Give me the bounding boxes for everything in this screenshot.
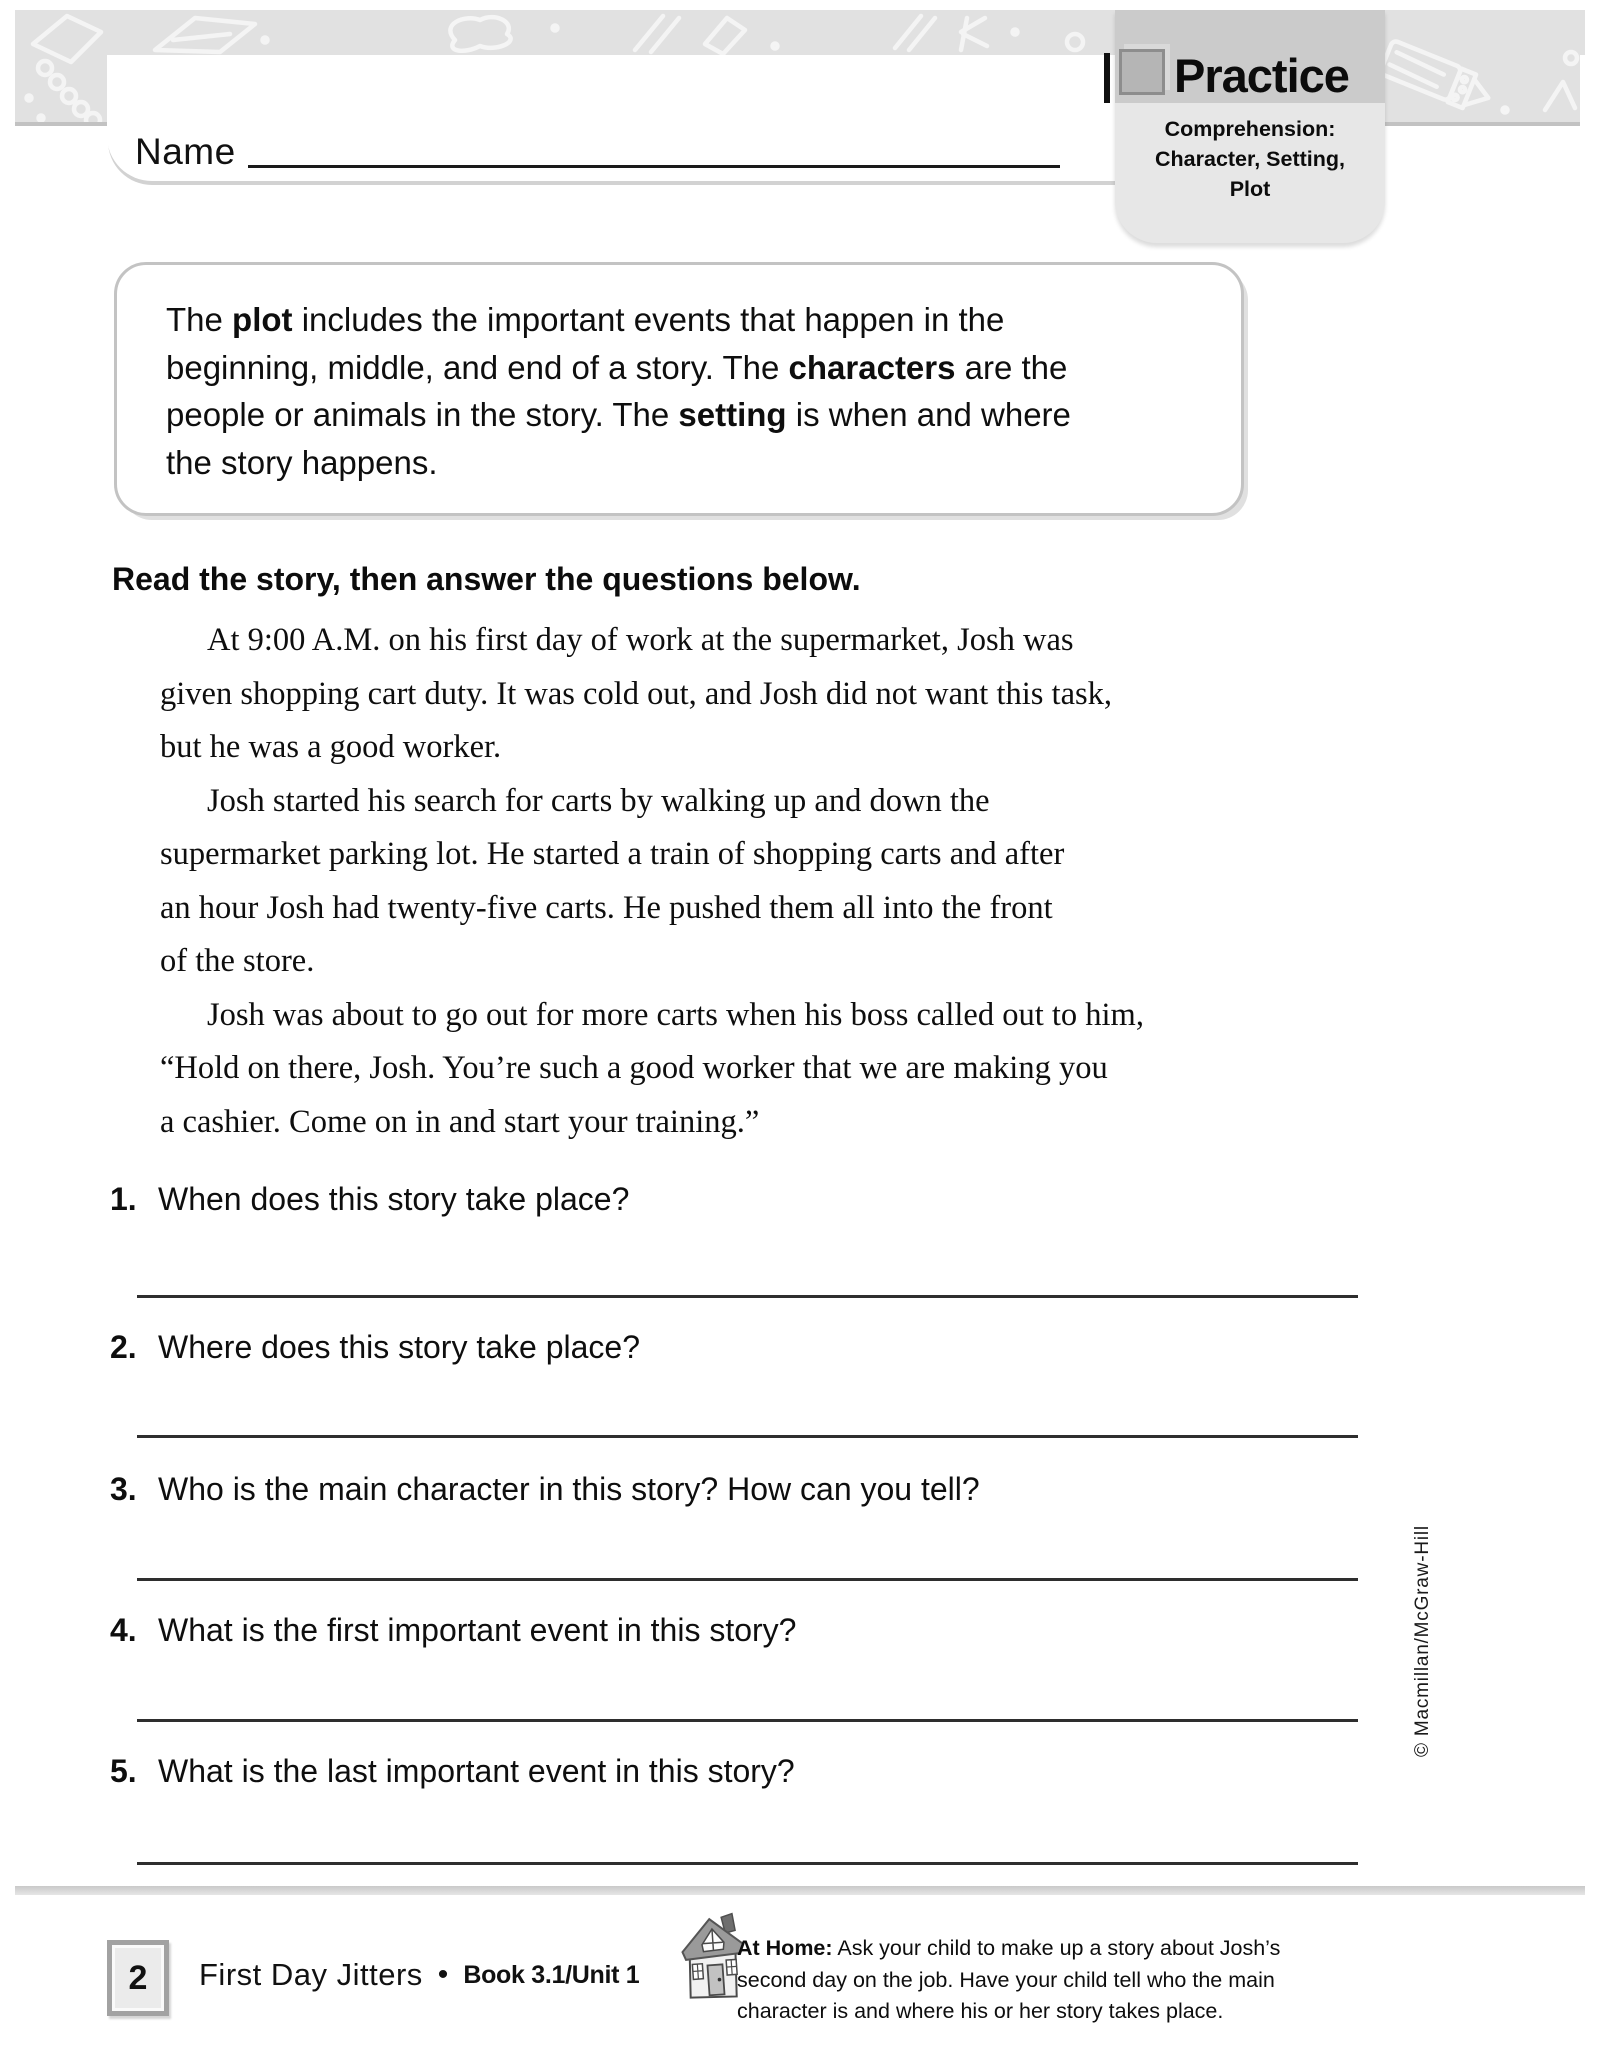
at-home-line: At Home: Ask your child to make up a story about Josh’s <box>737 1936 1281 1960</box>
story-line: given shopping cart duty. It was cold out, and Josh did not want this task, <box>160 675 1113 712</box>
question-text: When does this story take place? <box>158 1181 630 1217</box>
practice-square-icon <box>1119 49 1165 95</box>
question-text: What is the last important event in this story? <box>158 1753 795 1789</box>
name-label: Name <box>135 131 236 172</box>
definition-line: people or animals in the story. The setting is when and where <box>166 396 1071 433</box>
answer-line[interactable] <box>137 1862 1358 1865</box>
story-line: an hour Josh had twenty-five carts. He pushed them all into the front <box>160 889 1053 926</box>
tab-subtitle <box>1115 114 1385 204</box>
story-line: Josh started his search for carts by walking up and down the <box>207 782 990 819</box>
page-number-box <box>107 1940 169 2016</box>
at-home-line: second day on the job. Have your child tell who the main <box>737 1967 1275 1992</box>
banner-doodles-left-art <box>15 10 107 122</box>
book-reference: Book 3.1/Unit 1 <box>463 1960 640 1989</box>
book-title: First Day Jitters <box>199 1957 423 1992</box>
question-row <box>110 1471 980 1508</box>
question-number: 1. <box>110 1181 137 1217</box>
story-line: At 9:00 A.M. on his first day of work at the supermarket, Josh was <box>207 622 1074 658</box>
definition-line: the story happens. <box>166 443 438 481</box>
question-number: 5. <box>110 1753 137 1789</box>
at-home-note <box>737 1933 1357 2028</box>
question-row <box>110 1181 629 1218</box>
story-line: Josh was about to go out for more carts when his boss called out to him, <box>207 996 1144 1033</box>
answer-line[interactable] <box>137 1295 1358 1298</box>
banner-block-left <box>15 10 107 126</box>
at-home-label: At Home: <box>737 1936 833 1960</box>
question-text: Where does this story take place? <box>158 1329 641 1365</box>
tab-subtitle-line: Character, Setting, <box>1155 147 1345 171</box>
question-row <box>110 1753 795 1790</box>
question-number: 2. <box>110 1329 137 1365</box>
story-line: a cashier. Come on in and start your training.” <box>160 1103 760 1140</box>
definition-line: beginning, middle, and end of a story. The characters are the <box>166 348 1068 386</box>
page-number: 2 <box>128 1958 148 1997</box>
tab-subtitle-line: Plot <box>1229 177 1271 201</box>
story-line: supermarket parking lot. He started a train of shopping carts and after <box>160 836 1065 872</box>
copyright-vertical: © Macmillan/McGraw-Hill <box>1412 1525 1433 1757</box>
story-line: “Hold on there, Josh. You’re such a good worker that we are making you <box>160 1050 1108 1086</box>
at-home-line: character is and where his or her story takes place. <box>737 1999 1224 2023</box>
question-text: What is the first important event in this story? <box>158 1612 797 1648</box>
instructions-heading: Read the story, then answer the questions below. <box>112 561 861 597</box>
question-text: Who is the main character in this story? How can you tell? <box>158 1471 980 1507</box>
footer-divider <box>15 1886 1585 1895</box>
answer-line[interactable] <box>137 1578 1358 1581</box>
tab-accent-bar <box>1104 53 1110 103</box>
book-line <box>199 1957 639 1993</box>
definition-line: The plot includes the important events that happen in the <box>166 301 1005 338</box>
question-number: 3. <box>110 1471 137 1507</box>
tab-subtitle-line: Comprehension: <box>1164 117 1336 141</box>
answer-line[interactable] <box>137 1719 1358 1722</box>
question-number: 4. <box>110 1612 137 1648</box>
story-line: of the store. <box>160 943 315 979</box>
definition-box <box>114 262 1244 516</box>
story-text <box>160 614 1144 1149</box>
name-input-line[interactable] <box>248 165 1060 168</box>
banner-block-right <box>1385 10 1580 126</box>
answer-line[interactable] <box>137 1435 1358 1438</box>
question-row <box>110 1612 796 1649</box>
practice-title: Practice <box>1174 49 1349 102</box>
bullet-separator: • <box>437 1958 449 1991</box>
banner-doodles-right-art <box>1385 10 1580 122</box>
story-line: but he was a good worker. <box>160 729 502 765</box>
question-row <box>110 1329 640 1366</box>
